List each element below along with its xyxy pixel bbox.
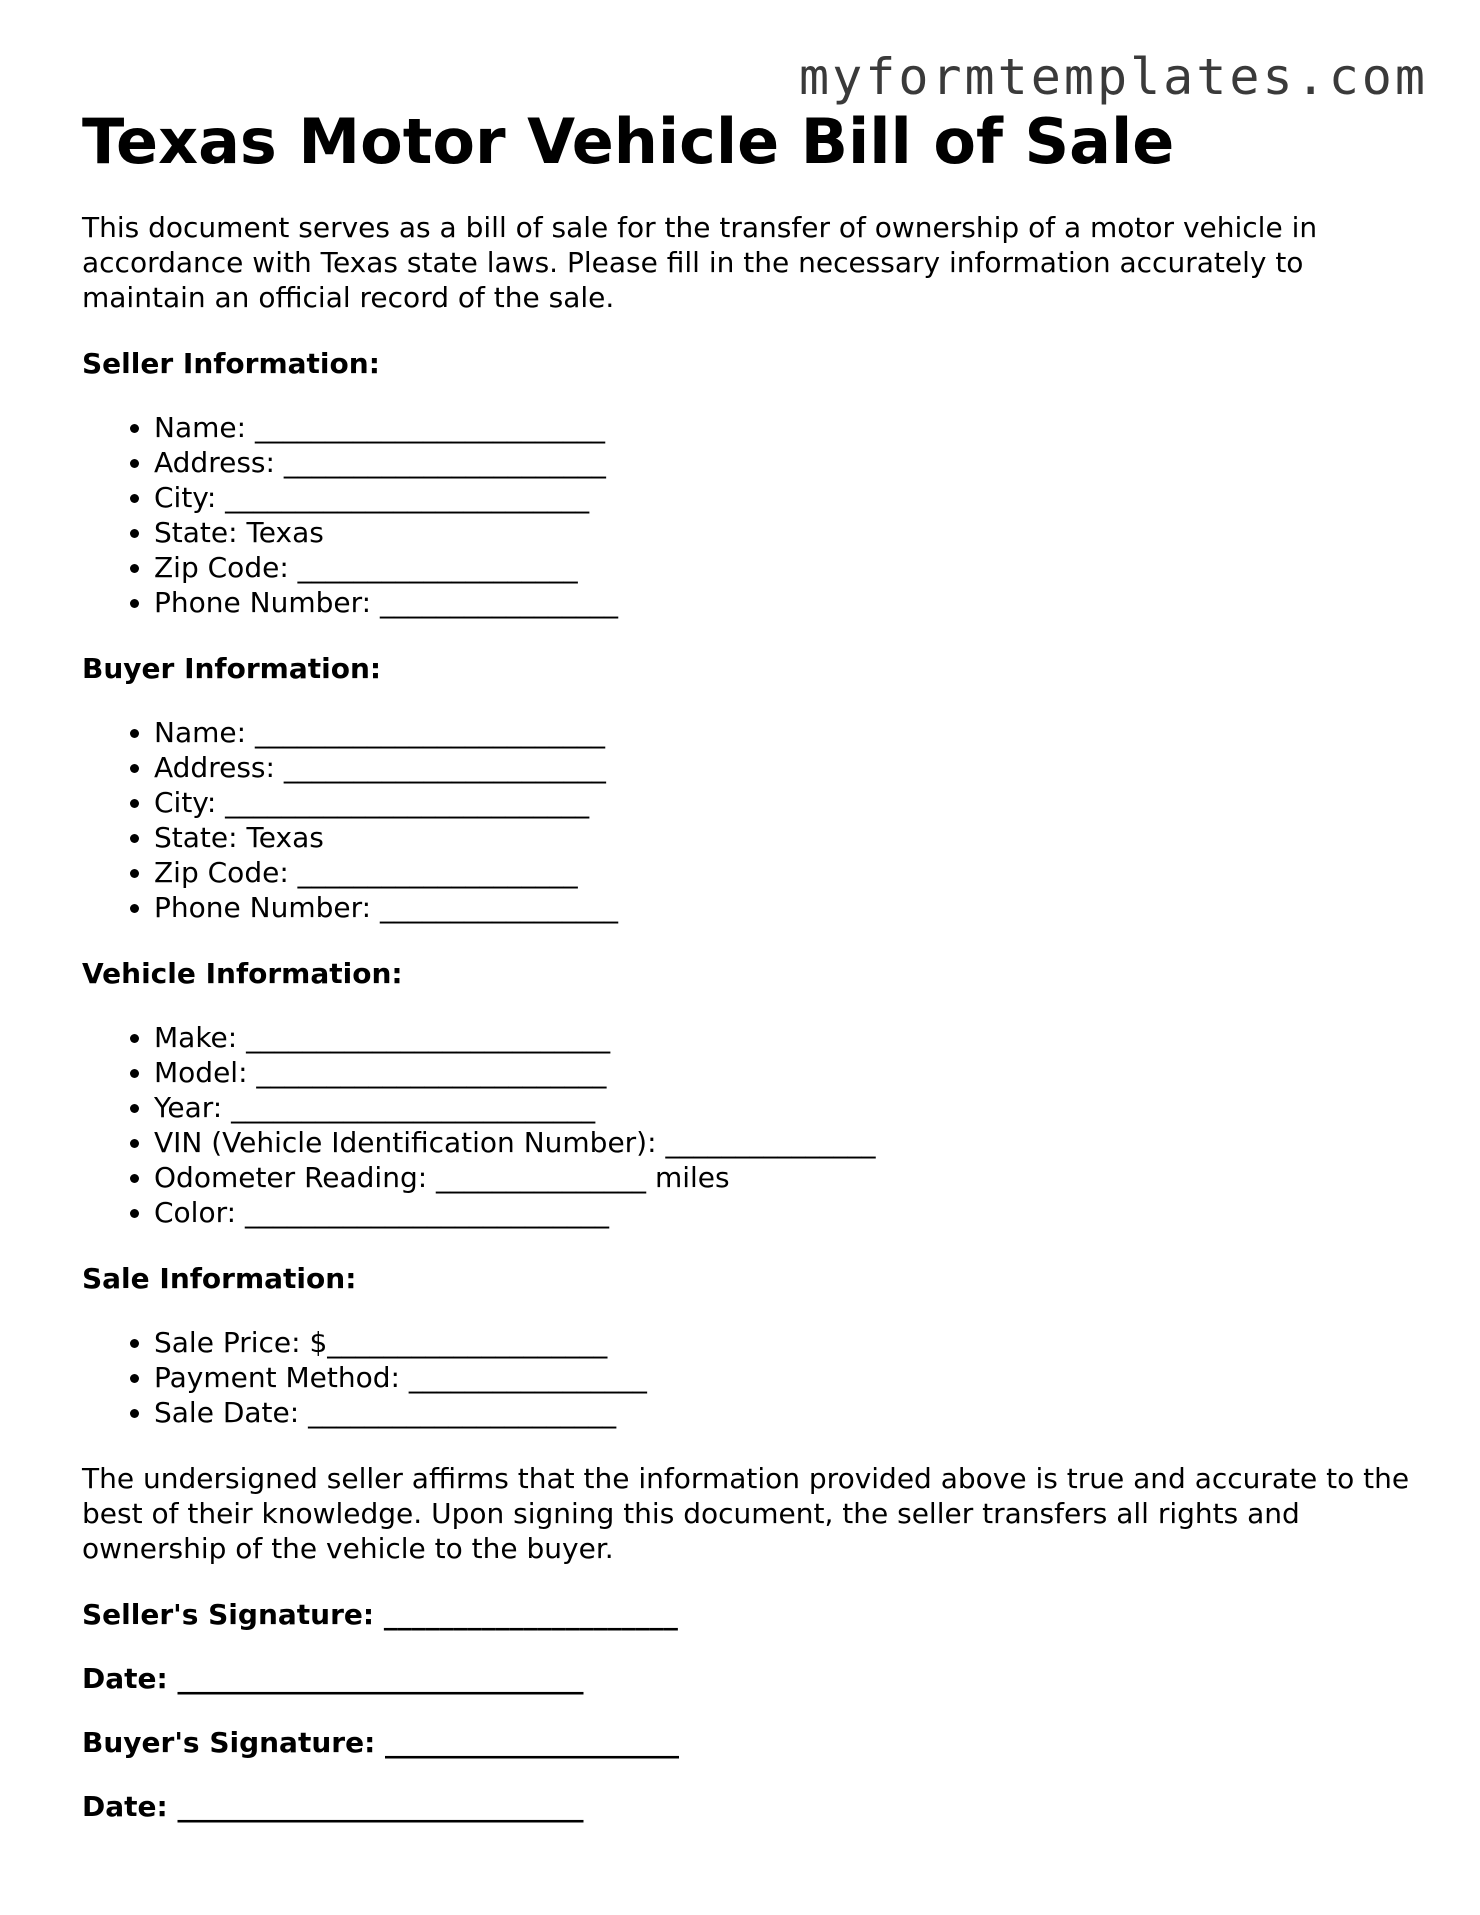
seller-phone-field[interactable]: • Phone Number: _________________ [154, 585, 1412, 620]
seller-address-field[interactable]: • Address: _______________________ [154, 445, 1412, 480]
sale-date-field[interactable]: • Sale Date: ______________________ [154, 1395, 1412, 1430]
watermark: myformtemplates.com [799, 48, 1428, 106]
seller-fields [82, 410, 1412, 620]
seller-name-field[interactable]: • Name: _________________________ [154, 410, 1412, 445]
vehicle-year-field[interactable]: • Year: __________________________ [154, 1090, 1412, 1125]
sale-price-field[interactable]: • Sale Price: $____________________ [154, 1325, 1412, 1360]
seller-heading: Seller Information: [82, 347, 380, 380]
vehicle-make-field[interactable]: • Make: __________________________ [154, 1020, 1412, 1055]
vehicle-fields [82, 1020, 1412, 1230]
buyer-phone-field[interactable]: • Phone Number: _________________ [154, 890, 1412, 925]
seller-zip-field[interactable]: • Zip Code: ____________________ [154, 550, 1412, 585]
vehicle-heading: Vehicle Information: [82, 957, 403, 990]
buyer-signature-field[interactable]: Buyer's Signature: _____________________ [82, 1726, 680, 1759]
payment-method-field[interactable]: • Payment Method: _________________ [154, 1360, 1412, 1395]
page-title: Texas Motor Vehicle Bill of Sale [82, 105, 1175, 178]
vehicle-color-field[interactable]: • Color: __________________________ [154, 1195, 1412, 1230]
buyer-heading: Buyer Information: [82, 652, 382, 685]
vehicle-odometer-field[interactable]: • Odometer Reading: _______________ miles [154, 1160, 1412, 1195]
sale-heading: Sale Information: [82, 1262, 357, 1295]
buyer-fields [82, 715, 1412, 925]
buyer-zip-field[interactable]: • Zip Code: ____________________ [154, 855, 1412, 890]
buyer-address-field[interactable]: • Address: _______________________ [154, 750, 1412, 785]
affirmation-paragraph: The undersigned seller affirms that the information provided above is true and accurate to the best of their knowledge. Upon signing this document, the seller transfers all rights and ownership of the vehicle to the buyer. [82, 1462, 1410, 1565]
buyer-section [82, 651, 1412, 925]
seller-signature-field[interactable]: Seller's Signature: _____________________ [82, 1598, 678, 1631]
seller-state-field: • State: Texas [154, 515, 1412, 550]
vehicle-model-field[interactable]: • Model: _________________________ [154, 1055, 1412, 1090]
intro-paragraph: This document serves as a bill of sale for the transfer of ownership of a motor vehicle in accordance with Texas state laws. Please fill in the necessary information accurately to maintain an official record of the sale. [82, 211, 1318, 314]
vehicle-section [82, 956, 1412, 1230]
seller-section [82, 346, 1412, 620]
buyer-city-field[interactable]: • City: __________________________ [154, 785, 1412, 820]
seller-city-field[interactable]: • City: __________________________ [154, 480, 1412, 515]
buyer-name-field[interactable]: • Name: _________________________ [154, 715, 1412, 750]
sale-section [82, 1261, 1412, 1430]
buyer-state-field: • State: Texas [154, 820, 1412, 855]
buyer-date-field[interactable]: Date: _____________________________ [82, 1790, 584, 1823]
vehicle-vin-field[interactable]: • VIN (Vehicle Identification Number): _______________ [154, 1125, 1412, 1160]
seller-date-field[interactable]: Date: _____________________________ [82, 1662, 584, 1695]
sale-fields [82, 1325, 1412, 1430]
document [82, 100, 1412, 1824]
